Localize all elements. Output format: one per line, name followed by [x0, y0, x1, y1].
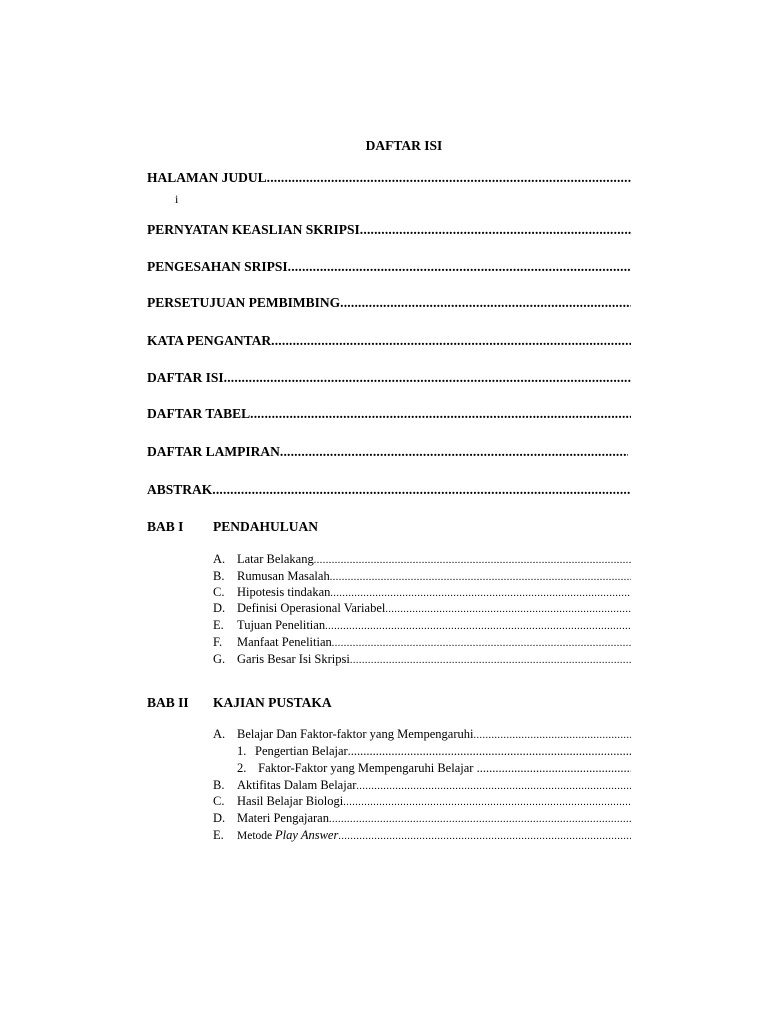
item-label: Definisi Operasional Variabel [237, 601, 386, 615]
item-label-italic: Play Answer [275, 828, 339, 842]
toc-entry [147, 482, 631, 498]
toc-label: ABSTRAK [147, 482, 213, 497]
toc-entry [147, 406, 631, 422]
toc-label: DAFTAR LAMPIRAN [147, 444, 280, 459]
toc-label: PERNYATAN KEASLIAN SKRIPSI [147, 222, 360, 237]
toc-subitem [237, 761, 631, 776]
dot-leader [350, 652, 631, 667]
dot-leader [288, 259, 631, 275]
toc-item [213, 635, 631, 650]
toc-item [213, 727, 631, 742]
toc-item [213, 569, 631, 584]
dot-leader [224, 370, 631, 386]
chapter-heading [147, 519, 318, 535]
page-title: DAFTAR ISI [365, 138, 443, 153]
toc-item [213, 778, 631, 793]
toc-item [213, 601, 631, 616]
dot-leader [314, 552, 631, 567]
item-label: Tujuan Penelitian [237, 618, 326, 632]
toc-item [213, 552, 631, 567]
toc-label: DAFTAR TABEL [147, 406, 251, 421]
toc-label: PERSETUJUAN PEMBIMBING [147, 295, 341, 310]
toc-label: HALAMAN JUDUL [147, 170, 267, 185]
toc-entry [147, 333, 631, 349]
dot-leader [338, 828, 631, 843]
chapter-number: BAB II [147, 695, 189, 710]
item-label: Hasil Belajar Biologi [237, 794, 344, 808]
toc-entry [147, 222, 631, 238]
dot-leader [477, 761, 631, 776]
subitem-number: 2. [237, 761, 247, 775]
dot-leader [356, 778, 631, 793]
toc-item [213, 794, 631, 809]
chapter-number: BAB I [147, 519, 184, 534]
dot-leader [280, 444, 628, 460]
chapter-heading [147, 695, 332, 711]
toc-subitem [237, 744, 631, 759]
dot-leader [385, 601, 631, 616]
dot-leader [330, 585, 631, 600]
item-letter: C. [213, 585, 225, 599]
item-letter: E. [213, 828, 224, 842]
dot-leader [343, 794, 631, 809]
item-label: Rumusan Masalah [237, 569, 330, 583]
page-number: i [175, 192, 179, 206]
toc-label: KATA PENGANTAR [147, 333, 272, 348]
toc-item [213, 811, 631, 826]
dot-leader [348, 744, 631, 759]
item-label: Aktifitas Dalam Belajar [237, 778, 357, 792]
dot-leader [332, 635, 631, 650]
toc-item [213, 618, 631, 633]
item-letter: B. [213, 778, 225, 792]
item-letter: E. [213, 618, 224, 632]
toc-entry [147, 170, 631, 186]
dot-leader [250, 406, 631, 422]
dot-leader [340, 295, 631, 311]
toc-item [213, 828, 631, 843]
item-letter: D. [213, 811, 226, 825]
item-letter: A. [213, 727, 226, 741]
item-letter: A. [213, 552, 226, 566]
item-label: Materi Pengajaran [237, 811, 329, 825]
item-letter: B. [213, 569, 225, 583]
item-label: Latar Belakang [237, 552, 314, 566]
subitem-label: Faktor-Faktor yang Mempengaruhi Belajar [255, 761, 477, 775]
dot-leader [360, 222, 631, 238]
subitem-number: 1. [237, 744, 247, 758]
chapter-title: KAJIAN PUSTAKA [213, 695, 332, 710]
toc-entry [147, 259, 631, 275]
item-letter: C. [213, 794, 225, 808]
toc-item [213, 652, 631, 667]
item-label: Hipotesis tindakan [237, 585, 331, 599]
dot-leader [267, 170, 631, 186]
dot-leader [473, 727, 631, 742]
toc-label: DAFTAR ISI [147, 370, 224, 385]
item-label: Garis Besar Isi Skripsi [237, 652, 350, 666]
dot-leader [330, 569, 631, 584]
subitem-label: Pengertian Belajar [255, 744, 348, 758]
item-letter: G. [213, 652, 226, 666]
item-letter: F. [213, 635, 223, 649]
dot-leader [325, 618, 631, 633]
item-label: Metode [237, 830, 276, 842]
toc-label: PENGESAHAN SRIPSI [147, 259, 288, 274]
item-letter: D. [213, 601, 226, 615]
dot-leader [271, 333, 631, 349]
item-label: Manfaat Penelitian [237, 635, 332, 649]
toc-entry [147, 444, 628, 460]
toc-entry [147, 370, 631, 386]
item-label: Belajar Dan Faktor-faktor yang Mempengaruhi [237, 727, 474, 741]
toc-entry [147, 295, 631, 311]
chapter-title: PENDAHULUAN [213, 519, 319, 534]
toc-item [213, 585, 631, 600]
dot-leader [212, 482, 631, 498]
dot-leader [329, 811, 631, 826]
